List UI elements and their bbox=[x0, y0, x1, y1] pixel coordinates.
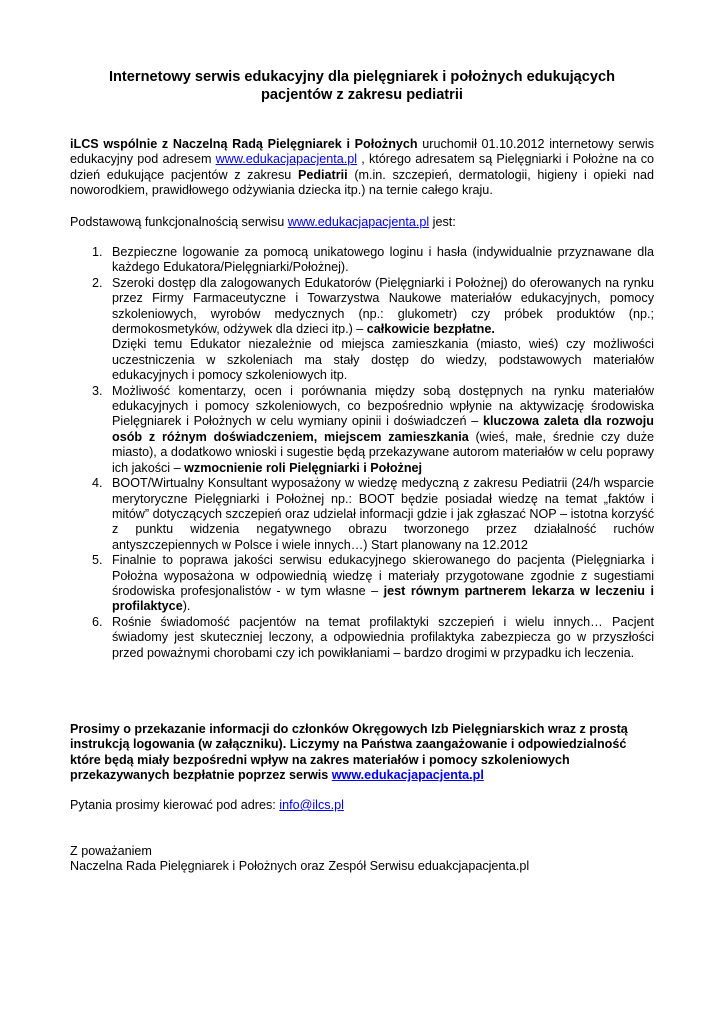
list-item-emphasis: jest równym partnerem lekarza w leczeniu i profilaktyce bbox=[112, 583, 654, 614]
list-item bbox=[70, 245, 654, 276]
list-item-emphasis: całkowicie bezpłatne. bbox=[366, 322, 495, 337]
intro-website-link[interactable]: www.edukacjapacjenta.pl bbox=[215, 152, 358, 167]
title-line-2: pacjentów z zakresu pediatrii bbox=[261, 87, 463, 103]
functionality-website-link[interactable]: www.edukacjapacjenta.pl bbox=[287, 215, 430, 229]
request-paragraph bbox=[70, 722, 654, 784]
intro-pediatrii: Pediatrii bbox=[297, 167, 348, 182]
list-item-text: ). bbox=[182, 599, 191, 614]
functionality-text-1: Podstawową funkcjonalnością serwisu bbox=[70, 215, 288, 229]
list-item-text: Możliwość komentarzy, ocen i porównania między sobą dostępnych na rynku materiałów edukacyjnych i pomocy szkoleniowych, co bezpośrednio wpłynie na aktywizację środowiska Pielęgniarek i Położnych w celu wymiany opinii i doświadczeń – bbox=[112, 383, 654, 429]
list-item bbox=[70, 276, 654, 384]
list-item-number: 5. bbox=[92, 553, 103, 568]
list-item-emphasis: kluczowa zaleta dla rozwoju osób z różnym doświadczeniem, miejscem zamieszkania bbox=[112, 414, 654, 444]
list-item-number: 3. bbox=[92, 383, 103, 398]
document-title bbox=[70, 68, 654, 104]
list-item-emphasis: wzmocnienie roli Pielęgniarki i Położnej bbox=[184, 460, 423, 475]
questions-paragraph bbox=[70, 798, 654, 813]
closing-signature: Naczelna Rada Pielęgniarek i Położnych oraz Zespół Serwisu eduakcjapacjenta.pl bbox=[70, 859, 530, 874]
list-item-text: Dzięki temu Edukator niezależnie od miejsca zamieszkania (miasto, wieś) czy możliwości uczestniczenia w szkoleniach ma stały dostęp do wiedzy, podstawowych materiałów edukacyjnych i pomocy szkoleniowych itp. bbox=[112, 337, 654, 383]
intro-text-3: (m.in. szczepień, dermatologii, higieny i opieki nad noworodkiem, prawidłowego odżywiania dziecka itp.) na ternie całego kraju. bbox=[70, 167, 655, 198]
list-item-number: 1. bbox=[92, 245, 103, 259]
intro-paragraph bbox=[70, 137, 654, 199]
list-item-text: Finalnie to poprawa jakości serwisu edukacyjnego skierowanego do pacjenta (Pielęgniarka i Położna wyposażona w odpowiednią wiedzę i materiały przygotowane zgodnie z sugestiami środowiska profesjonalistów - w tym własne – bbox=[112, 553, 654, 598]
list-item-number: 2. bbox=[92, 275, 103, 290]
list-item-text: Rośnie świadomość pacjentów na temat profilaktyki szczepień i wielu innych… Pacjent świadomy jest skuteczniej leczony, a odpowiednia profilaktyka zabezpiecza go w przyszłości przed poważnymi chorobami czy ich powikłaniami – bardzo drogimi w przypadku ich leczenia. bbox=[112, 614, 654, 660]
title-line-1: Internetowy serwis edukacyjny dla pielęgniarek i położnych edukujących bbox=[108, 69, 616, 85]
list-item-number: 4. bbox=[92, 476, 103, 491]
request-website-link[interactable]: www.edukacjapacjenta.pl bbox=[331, 768, 484, 783]
list-item bbox=[70, 384, 654, 476]
questions-text: Pytania prosimy kierować pod adres: bbox=[70, 798, 280, 812]
intro-organization: iLCS wspólnie z Naczelną Radą Pielęgniarek i Położnych bbox=[70, 137, 418, 151]
intro-text-2: , którego adresatem są Pielęgniarki i Położne na co dzień edukujące pacjentów z zakresu bbox=[70, 152, 654, 182]
closing-regards: Z poważaniem bbox=[70, 844, 152, 858]
list-item bbox=[70, 553, 654, 615]
contact-email-link[interactable]: info@ilcs.pl bbox=[279, 798, 344, 812]
list-item bbox=[70, 476, 654, 553]
list-item-text: Szeroki dostęp dla zalogowanych Edukatorów (Pielęgniarki i Położnej) do oferowanych na rynku przez Firmy Farmaceutyczne i Towarzystwa Naukowe materiałów edukacyjnych, pomocy szkoleniowych, wyrobów medycznych (np.: glukometr) czy próbek produktów (np.; dermokosmetyków, odżywek dla dzieci itp.) – bbox=[112, 275, 654, 337]
functionality-paragraph bbox=[70, 215, 654, 230]
intro-text-1: uruchomił 01.10.2012 internetowy serwis edukacyjny pod adresem bbox=[70, 137, 654, 167]
functionality-list bbox=[70, 245, 654, 661]
list-item-number: 6. bbox=[92, 614, 103, 629]
list-item-text: Bezpieczne logowanie za pomocą unikatowego loginu i hasła (indywidualnie przyznawane dla każdego Edukatora/Pielęgniarki/Położnej). bbox=[112, 245, 654, 275]
request-text: Prosimy o przekazanie informacji do członków Okręgowych Izb Pielęgniarskich wraz z prostą instrukcją logowania (w załączniku). Liczymy na Państwa zaangażowanie i odpowiedzialność które będą miały bezpośredni wpływ na zakres materiałów i pomocy szkoleniowych przekazywanych bezpłatnie poprzez serwis bbox=[70, 722, 628, 783]
list-item bbox=[70, 615, 654, 661]
closing-block bbox=[70, 844, 654, 875]
functionality-text-2: jest: bbox=[429, 215, 456, 229]
list-item-text: (wieś, małe, średnie czy duże miasto), a dodatkowo wnioski i sugestie będą przekazywane autorom materiałów w celu poprawy ich jakości – bbox=[112, 429, 654, 475]
list-item-text: BOOT/Wirtualny Konsultant wyposażony w wiedzę medyczną z zakresu Pediatrii (24/h wsparcie merytoryczne Pielęgniarki i Położnej np.: BOOT będzie posiadał wiedzę na temat „faktów i mitów” dotyczących szczepień oraz udzielał informacji gdzie i jak zgłaszać NOP – istotna korzyść z punktu widzenia negatywnego obrazu tworzonego przez działalność ruchów antyszczepiennych w Polsce i wiele innych…) Start planowany na 12.2012 bbox=[112, 476, 654, 552]
